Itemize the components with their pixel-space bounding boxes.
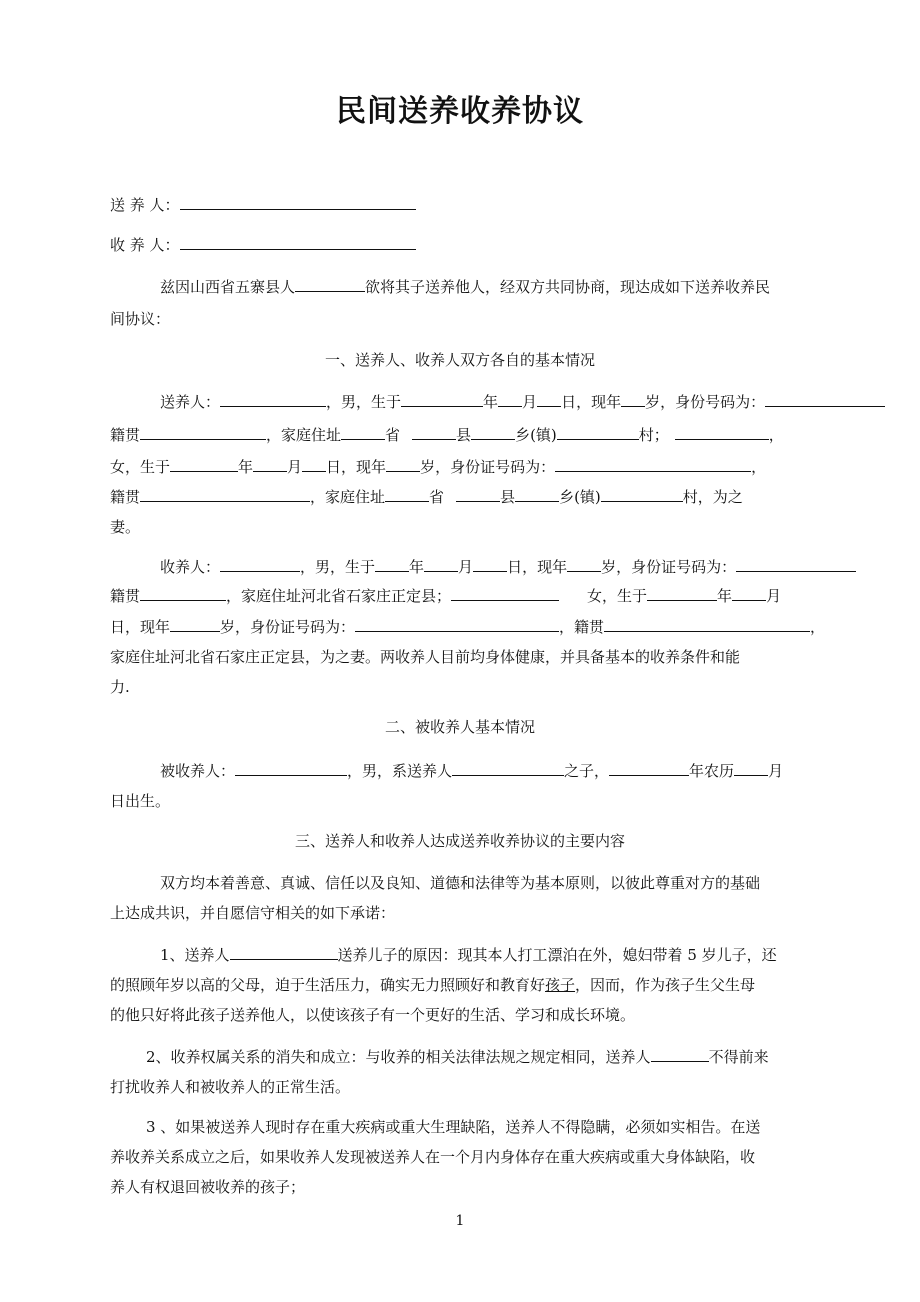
text: 籍贯: [110, 587, 141, 605]
s1-sender-row-4: [110, 486, 743, 508]
s3-p3-line-1: 3 、如果被送养人现时存在重大疾病或重大生理缺陷，送养人不得隐瞒，必须如实相告。在送: [146, 1118, 761, 1136]
blank: [401, 391, 483, 407]
blank: [424, 556, 458, 572]
text: 之子，: [564, 762, 610, 780]
s1-receiver-row-5: 力.: [110, 678, 130, 696]
text: 月: [287, 458, 303, 476]
sender-label: 送 养 人：: [110, 196, 180, 214]
blank: [341, 424, 385, 440]
section2-heading: 二、被收养人基本情况: [384, 718, 535, 736]
text: 月: [768, 762, 784, 780]
text: 被收养人：: [160, 762, 236, 780]
document-title: 民间送养收养协议: [336, 94, 584, 129]
text: 日，现年: [561, 393, 622, 411]
blank: [235, 760, 347, 776]
text: 县: [456, 426, 472, 444]
blank: [375, 556, 409, 572]
s1-sender-row-3: [110, 456, 766, 478]
text: 收养人：: [160, 558, 221, 576]
blank: [734, 760, 768, 776]
s1-sender-row-1: [160, 391, 885, 413]
text: ，: [768, 426, 784, 444]
blank: [170, 456, 238, 472]
s1-receiver-row-1: [160, 556, 856, 578]
blank: [355, 616, 559, 632]
blank: [555, 456, 751, 472]
text: 乡(镇): [559, 488, 601, 506]
s1-receiver-row-3: [110, 616, 825, 638]
blank: [220, 556, 300, 572]
s3-p0-line-2: 上达成共识，并自愿信守相关的如下承诺：: [110, 904, 396, 922]
text: ，男，生于: [300, 558, 376, 576]
text: ，男，生于: [326, 393, 402, 411]
blank: [473, 556, 507, 572]
s3-p3-line-3: 养人有权退回被收养的孩子；: [110, 1178, 306, 1196]
text: 月: [458, 558, 474, 576]
text: 岁，身份证号码为：: [420, 458, 556, 476]
blank: [140, 486, 310, 502]
text: 县: [500, 488, 516, 506]
s3-p2-line-2: 打扰收养人和被收养人的正常生活。: [110, 1078, 351, 1096]
text: 送养儿子的原因：现其本人打工漂泊在外，媳妇带着 5 岁儿子，还: [337, 946, 777, 964]
s2-row-2: 日出生。: [110, 792, 171, 810]
text: 的照顾年岁以高的父母，迫于生活压力，确实无力照顾好和教育好: [110, 976, 546, 994]
text: 村，为之: [682, 488, 743, 506]
s3-p3-line-2: 养收养关系成立之后，如果收养人发现被送养人在一个月内身体存在重大疾病或重大身体缺陷，收: [110, 1148, 756, 1166]
text: ，家庭住址: [310, 488, 386, 506]
blank: [230, 944, 338, 960]
text: 村；: [638, 426, 669, 444]
s1-receiver-row-4: 家庭住址河北省石家庄正定县，为之妻。两收养人目前均身体健康，并具备基本的收养条件和能: [110, 648, 741, 666]
text: ，男，系送养人: [347, 762, 453, 780]
s3-p1-line-1: [160, 944, 777, 966]
blank: [515, 486, 559, 502]
blank: [557, 424, 639, 440]
text: ，家庭住址河北省石家庄正定县；: [226, 587, 452, 605]
text: 女，生于: [587, 587, 648, 605]
text: 年农历: [689, 762, 735, 780]
text: 1、送养人: [160, 946, 230, 964]
blank: [647, 585, 717, 601]
blank: [609, 760, 689, 776]
s3-p0-line-1: 双方均本着善意、真诚、信任以及良知、道德和法律等为基本原则，以彼此尊重对方的基础: [160, 874, 761, 892]
text: 乡(镇): [515, 426, 557, 444]
section1-heading: 一、送养人、收养人双方各自的基本情况: [324, 351, 595, 369]
blank: [621, 391, 645, 407]
intro-line-2: 间协议：: [110, 310, 171, 328]
text: 月: [522, 393, 538, 411]
text: 年: [483, 393, 499, 411]
text: 日，现年: [326, 458, 387, 476]
intro-blank: [295, 276, 365, 292]
intro-text-b: 欲将其子送养他人，经双方共同协商，现达成如下送养收养民: [365, 278, 771, 296]
blank: [765, 391, 885, 407]
receiver-label: 收 养 人：: [110, 236, 180, 254]
text: ，: [751, 458, 767, 476]
text: 日，现年: [507, 558, 568, 576]
blank: [412, 424, 456, 440]
intro-line-1: [160, 276, 770, 298]
text: ，因而，作为孩子生父生母: [575, 976, 756, 994]
s3-p1-line-2: [110, 974, 755, 996]
blank: [452, 760, 564, 776]
receiver-line: [110, 234, 416, 256]
blank: [732, 585, 766, 601]
s3-p1-line-3: 的他只好将此孩子送养他人，以使该孩子有一个更好的生活、学习和成长环境。: [110, 1006, 636, 1024]
sender-line: [110, 194, 416, 216]
blank: [253, 456, 287, 472]
blank: [140, 424, 266, 440]
intro-text-a: 兹因山西省五寨县人: [160, 278, 296, 296]
blank: [456, 486, 500, 502]
receiver-name-blank: [180, 234, 416, 250]
section3-heading: 三、送养人和收养人达成送养收养协议的主要内容: [294, 832, 625, 850]
s1-receiver-row-2: [110, 585, 781, 607]
text: 籍贯: [110, 488, 141, 506]
text: 2、收养权属关系的消失和成立：与收养的相关法律法规之规定相同，送养人: [146, 1048, 651, 1066]
blank: [451, 585, 559, 601]
s1-sender-row-5: 妻。: [110, 518, 141, 536]
text: 省: [429, 488, 445, 506]
blank: [604, 616, 810, 632]
text: 月: [766, 587, 782, 605]
text: 女，生于: [110, 458, 171, 476]
text: ，: [810, 618, 826, 636]
text: ，籍贯: [559, 618, 605, 636]
blank: [170, 616, 220, 632]
text: 年: [409, 558, 425, 576]
s1-sender-row-2: [110, 424, 784, 446]
text: 籍贯: [110, 426, 141, 444]
page-number: 1: [455, 1213, 465, 1229]
text: 日，现年: [110, 618, 171, 636]
text: 岁，身份证号码为：: [601, 558, 737, 576]
blank: [675, 424, 769, 440]
text: ，家庭住址: [266, 426, 342, 444]
blank: [471, 424, 515, 440]
sender-name-blank: [180, 194, 416, 210]
text: 送养人：: [160, 393, 221, 411]
blank: [651, 1046, 709, 1062]
blank: [537, 391, 561, 407]
blank: [220, 391, 326, 407]
blank: [302, 456, 326, 472]
text: 岁，身份证号码为：: [220, 618, 356, 636]
blank: [140, 585, 226, 601]
s3-p2-line-1: [146, 1046, 769, 1068]
blank: [386, 456, 420, 472]
text: 年: [238, 458, 254, 476]
blank: [498, 391, 522, 407]
text: 省: [385, 426, 401, 444]
blank: [601, 486, 683, 502]
s2-row-1: [160, 760, 783, 782]
blank: [736, 556, 856, 572]
text: 岁，身份号码为：: [645, 393, 766, 411]
text: 年: [717, 587, 733, 605]
blank: [567, 556, 601, 572]
blank: [385, 486, 429, 502]
underlined-text: 孩子: [545, 976, 576, 994]
text: 不得前来: [708, 1048, 769, 1066]
